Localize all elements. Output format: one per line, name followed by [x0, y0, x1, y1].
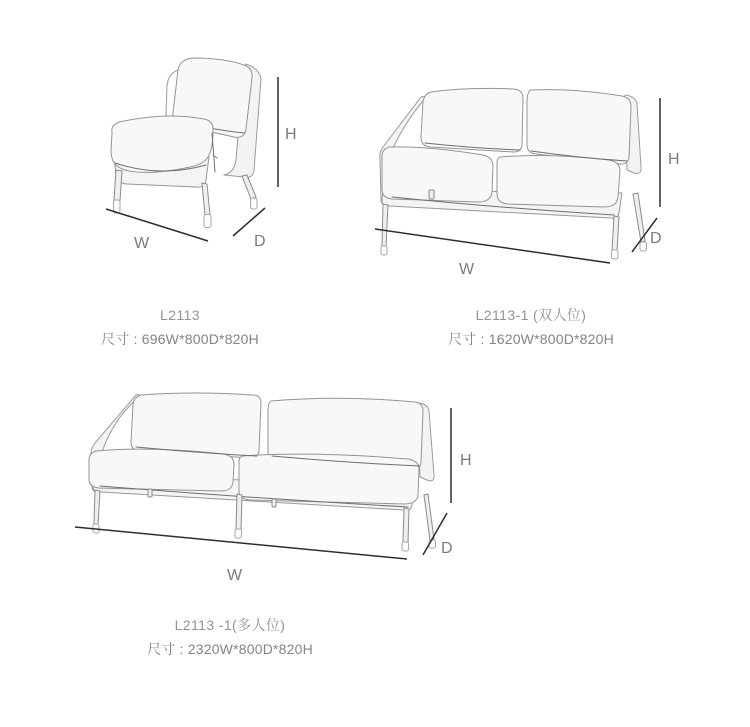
- height-dimension-label: H: [668, 151, 680, 168]
- product-caption-armchair: [60, 306, 300, 348]
- loveseat-diagram: [365, 60, 700, 290]
- product-model: L2113 -1(多人位): [174, 617, 286, 633]
- armchair-sketch: [111, 58, 261, 228]
- product-size: 尺寸 : 1620W*800D*820H: [448, 331, 614, 347]
- sofa-sketch: [89, 393, 436, 551]
- loveseat-seat-cushion-right: [497, 156, 620, 207]
- product-model: L2113: [160, 307, 200, 323]
- product-size: 尺寸 : 2320W*800D*820H: [147, 641, 313, 657]
- height-dimension-label: H: [460, 452, 472, 469]
- product-caption-sofa: [110, 616, 350, 658]
- width-dimension-label: W: [134, 235, 150, 252]
- armchair-diagram: [60, 28, 310, 263]
- armchair-side-strap: [212, 133, 217, 172]
- width-dimension-line: [106, 209, 208, 241]
- loveseat-back-cushion-left: [421, 88, 523, 152]
- width-dimension-label: W: [227, 567, 243, 584]
- armchair-seat-cushion: [111, 116, 213, 172]
- product-caption-loveseat: [411, 306, 651, 348]
- loveseat-seat-cushion-left: [382, 147, 493, 202]
- width-dimension-label: W: [459, 261, 475, 278]
- loveseat-sketch: [380, 88, 647, 259]
- sofa-seat-cushion-left: [89, 449, 234, 491]
- sofa-seat-cushion-right: [239, 454, 419, 504]
- depth-dimension-label: D: [650, 230, 662, 247]
- product-model: L2113-1 (双人位): [475, 307, 587, 323]
- depth-dimension-label: D: [254, 233, 266, 250]
- depth-dimension-label: D: [441, 540, 453, 557]
- sofa-diagram: [60, 380, 480, 608]
- height-dimension-label: H: [285, 126, 297, 143]
- product-size: 尺寸 : 696W*800D*820H: [101, 331, 259, 347]
- width-dimension-line: [375, 229, 610, 263]
- depth-dimension-line: [233, 208, 265, 236]
